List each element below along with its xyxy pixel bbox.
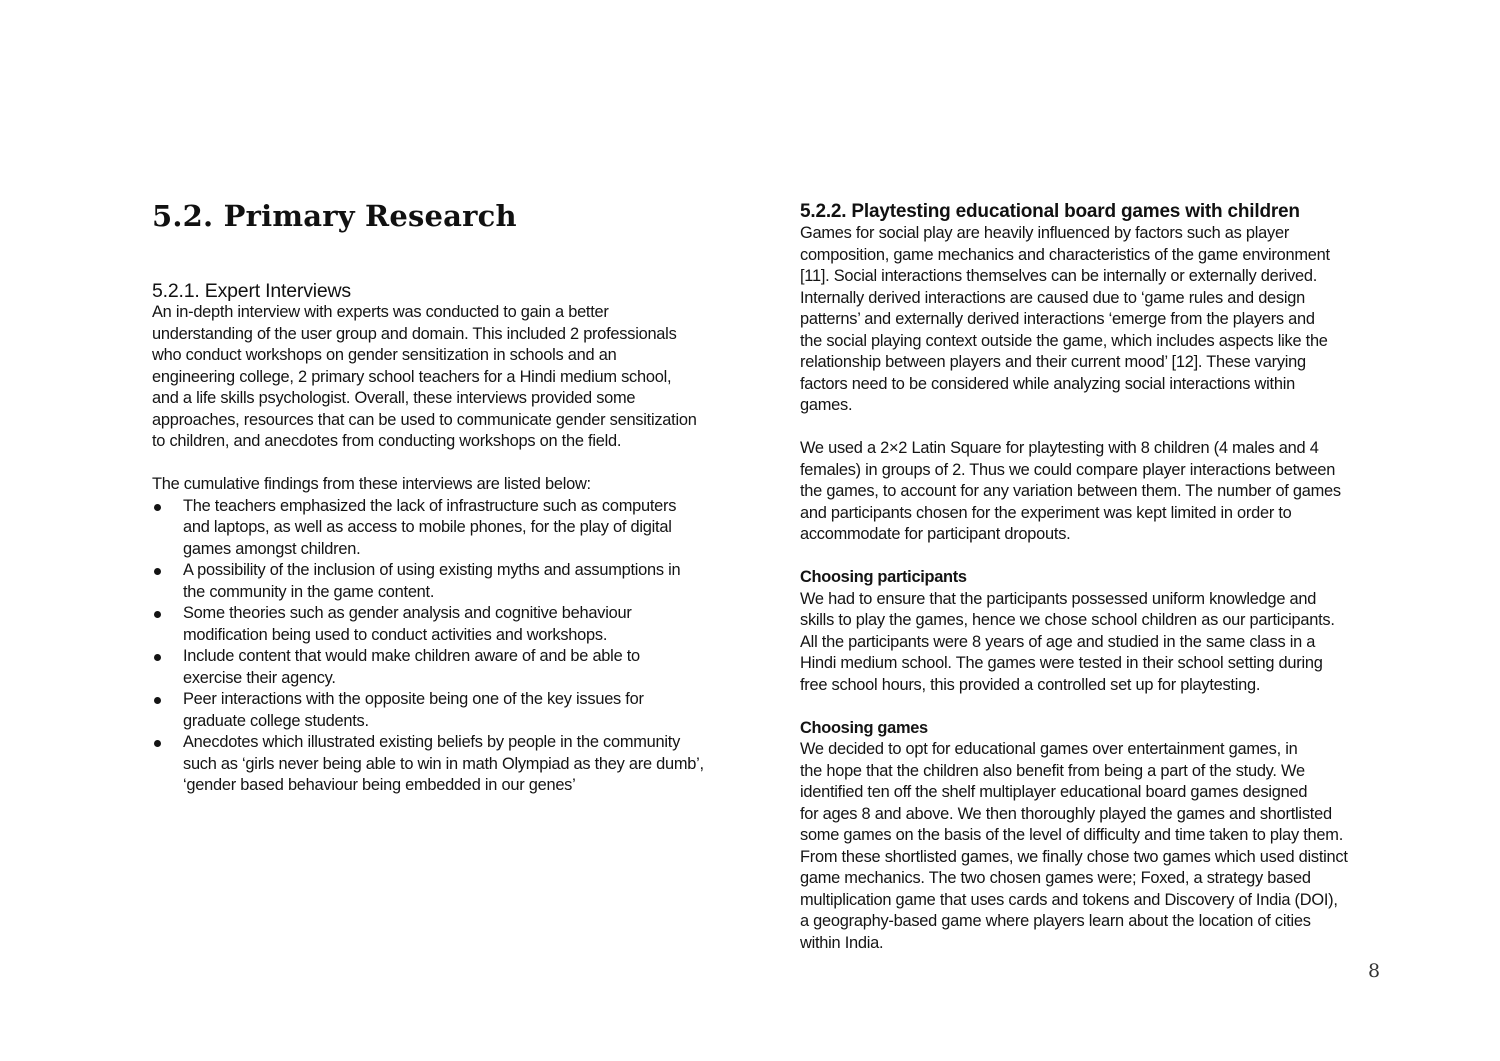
text-line: females) in groups of 2. Thus we could compare player interactions between xyxy=(800,460,1336,479)
subsection-title-expert-interviews: 5.2.1. Expert Interviews xyxy=(152,280,351,302)
text-line: game mechanics. The two chosen games were; Foxed, a strategy based xyxy=(800,869,1311,887)
text-line: approaches, resources that can be used to communicate gender sensitization xyxy=(152,410,697,429)
text-line: free school hours, this provided a controlled set up for playtesting. xyxy=(800,675,1261,694)
text-line: graduate college students. xyxy=(183,711,369,730)
text-line: a geography-based game where players learn about the location of cities xyxy=(800,912,1311,930)
subsection-title-playtesting: 5.2.2. Playtesting educational board games with children xyxy=(800,201,1300,222)
finding-item xyxy=(152,496,762,561)
text-line: We had to ensure that the participants possessed uniform knowledge and xyxy=(800,589,1317,608)
text-line: Include content that would make children aware of and be able to xyxy=(183,647,640,665)
text-line: who conduct workshops on gender sensitization in schools and an xyxy=(152,346,617,364)
text-line: to children, and anecdotes from conducting workshops on the field. xyxy=(152,432,622,450)
text-line: such as ‘girls never being able to win in math Olympiad as they are dumb’, xyxy=(183,754,704,773)
text-line: ‘gender based behaviour being embedded in our genes’ xyxy=(183,776,576,794)
text-line: engineering college, 2 primary school teachers for a Hindi medium school, xyxy=(152,367,672,386)
choosing-games-paragraph xyxy=(800,739,1410,954)
text-line: All the participants were 8 years of age and studied in the same class in a xyxy=(800,632,1316,651)
text-line: skills to play the games, hence we chose school children as our participants. xyxy=(800,611,1335,629)
text-line: for ages 8 and above. We then thoroughly played the games and shortlisted xyxy=(800,804,1332,823)
text-line: and participants chosen for the experiment was kept limited in order to xyxy=(800,503,1292,522)
findings-list xyxy=(152,496,762,797)
text-line: We decided to opt for educational games over entertainment games, in xyxy=(800,740,1298,758)
finding-item xyxy=(152,689,762,732)
bullet-icon xyxy=(154,568,161,575)
text-line: games. xyxy=(800,396,853,414)
text-line: the community in the game content. xyxy=(183,582,435,601)
bullet-icon xyxy=(154,740,161,747)
playtesting-paragraph-2 xyxy=(800,438,1410,546)
choosing-games-heading: Choosing games xyxy=(800,718,928,737)
finding-item xyxy=(152,732,762,797)
bullet-icon xyxy=(154,654,161,661)
findings-intro: The cumulative findings from these interviews are listed below: xyxy=(152,475,591,493)
text-line: relationship between players and their current mood’ [12]. These varying xyxy=(800,353,1306,371)
finding-item xyxy=(152,560,762,603)
page-number: 8 xyxy=(1368,960,1381,982)
text-line: Some theories such as gender analysis and cognitive behaviour xyxy=(183,604,632,622)
text-line: The teachers emphasized the lack of infrastructure such as computers xyxy=(183,496,677,515)
text-line: Internally derived interactions are caused due to ‘game rules and design xyxy=(800,288,1305,307)
text-line: understanding of the user group and domain. This included 2 professionals xyxy=(152,324,677,343)
text-line: exercise their agency. xyxy=(183,668,336,687)
bullet-icon xyxy=(154,697,161,704)
text-line: Games for social play are heavily influenced by factors such as player xyxy=(800,224,1290,242)
text-line: modification being used to conduct activities and workshops. xyxy=(183,625,608,644)
text-line: We used a 2×2 Latin Square for playtesting with 8 children (4 males and 4 xyxy=(800,439,1319,457)
text-line: patterns’ and externally derived interactions ‘emerge from the players and xyxy=(800,310,1315,328)
expert-interviews-paragraph xyxy=(152,302,762,453)
choosing-participants-paragraph xyxy=(800,589,1410,697)
bullet-icon xyxy=(154,504,161,511)
text-line: the games, to account for any variation between them. The number of games xyxy=(800,482,1341,500)
text-line: Anecdotes which illustrated existing beliefs by people in the community xyxy=(183,733,681,751)
text-line: multiplication game that uses cards and tokens and Discovery of India (DOI), xyxy=(800,890,1338,909)
text-line: and laptops, as well as access to mobile phones, for the play of digital xyxy=(183,518,672,536)
right-column xyxy=(800,201,1410,954)
text-line: the hope that the children also benefit from being a part of the study. We xyxy=(800,761,1305,780)
text-line: and a life skills psychologist. Overall, these interviews provided some xyxy=(152,389,636,407)
playtesting-paragraph-1 xyxy=(800,223,1410,417)
bullet-icon xyxy=(154,611,161,618)
finding-item xyxy=(152,646,762,689)
text-line: A possibility of the inclusion of using existing myths and assumptions in xyxy=(183,561,681,579)
text-line: games amongst children. xyxy=(183,539,361,558)
text-line: An in-depth interview with experts was conducted to gain a better xyxy=(152,303,609,321)
text-line: composition, game mechanics and characteristics of the game environment xyxy=(800,245,1330,264)
text-line: accommodate for participant dropouts. xyxy=(800,525,1071,543)
section-title: 5.2. Primary Research xyxy=(152,199,517,233)
text-line: Hindi medium school. The games were tested in their school setting during xyxy=(800,654,1323,672)
choosing-participants-heading: Choosing participants xyxy=(800,568,967,586)
text-line: within India. xyxy=(800,933,884,952)
left-column xyxy=(152,196,762,797)
text-line: [11]. Social interactions themselves can be internally or externally derived. xyxy=(800,267,1318,285)
text-line: Peer interactions with the opposite being one of the key issues for xyxy=(183,690,644,708)
text-line: some games on the basis of the level of difficulty and time taken to play them. xyxy=(800,826,1343,844)
text-line: the social playing context outside the game, which includes aspects like the xyxy=(800,331,1328,350)
text-line: factors need to be considered while analyzing social interactions within xyxy=(800,374,1295,393)
text-line: identified ten off the shelf multiplayer educational board games designed xyxy=(800,783,1308,801)
text-line: From these shortlisted games, we finally chose two games which used distinct xyxy=(800,847,1348,866)
finding-item xyxy=(152,603,762,646)
